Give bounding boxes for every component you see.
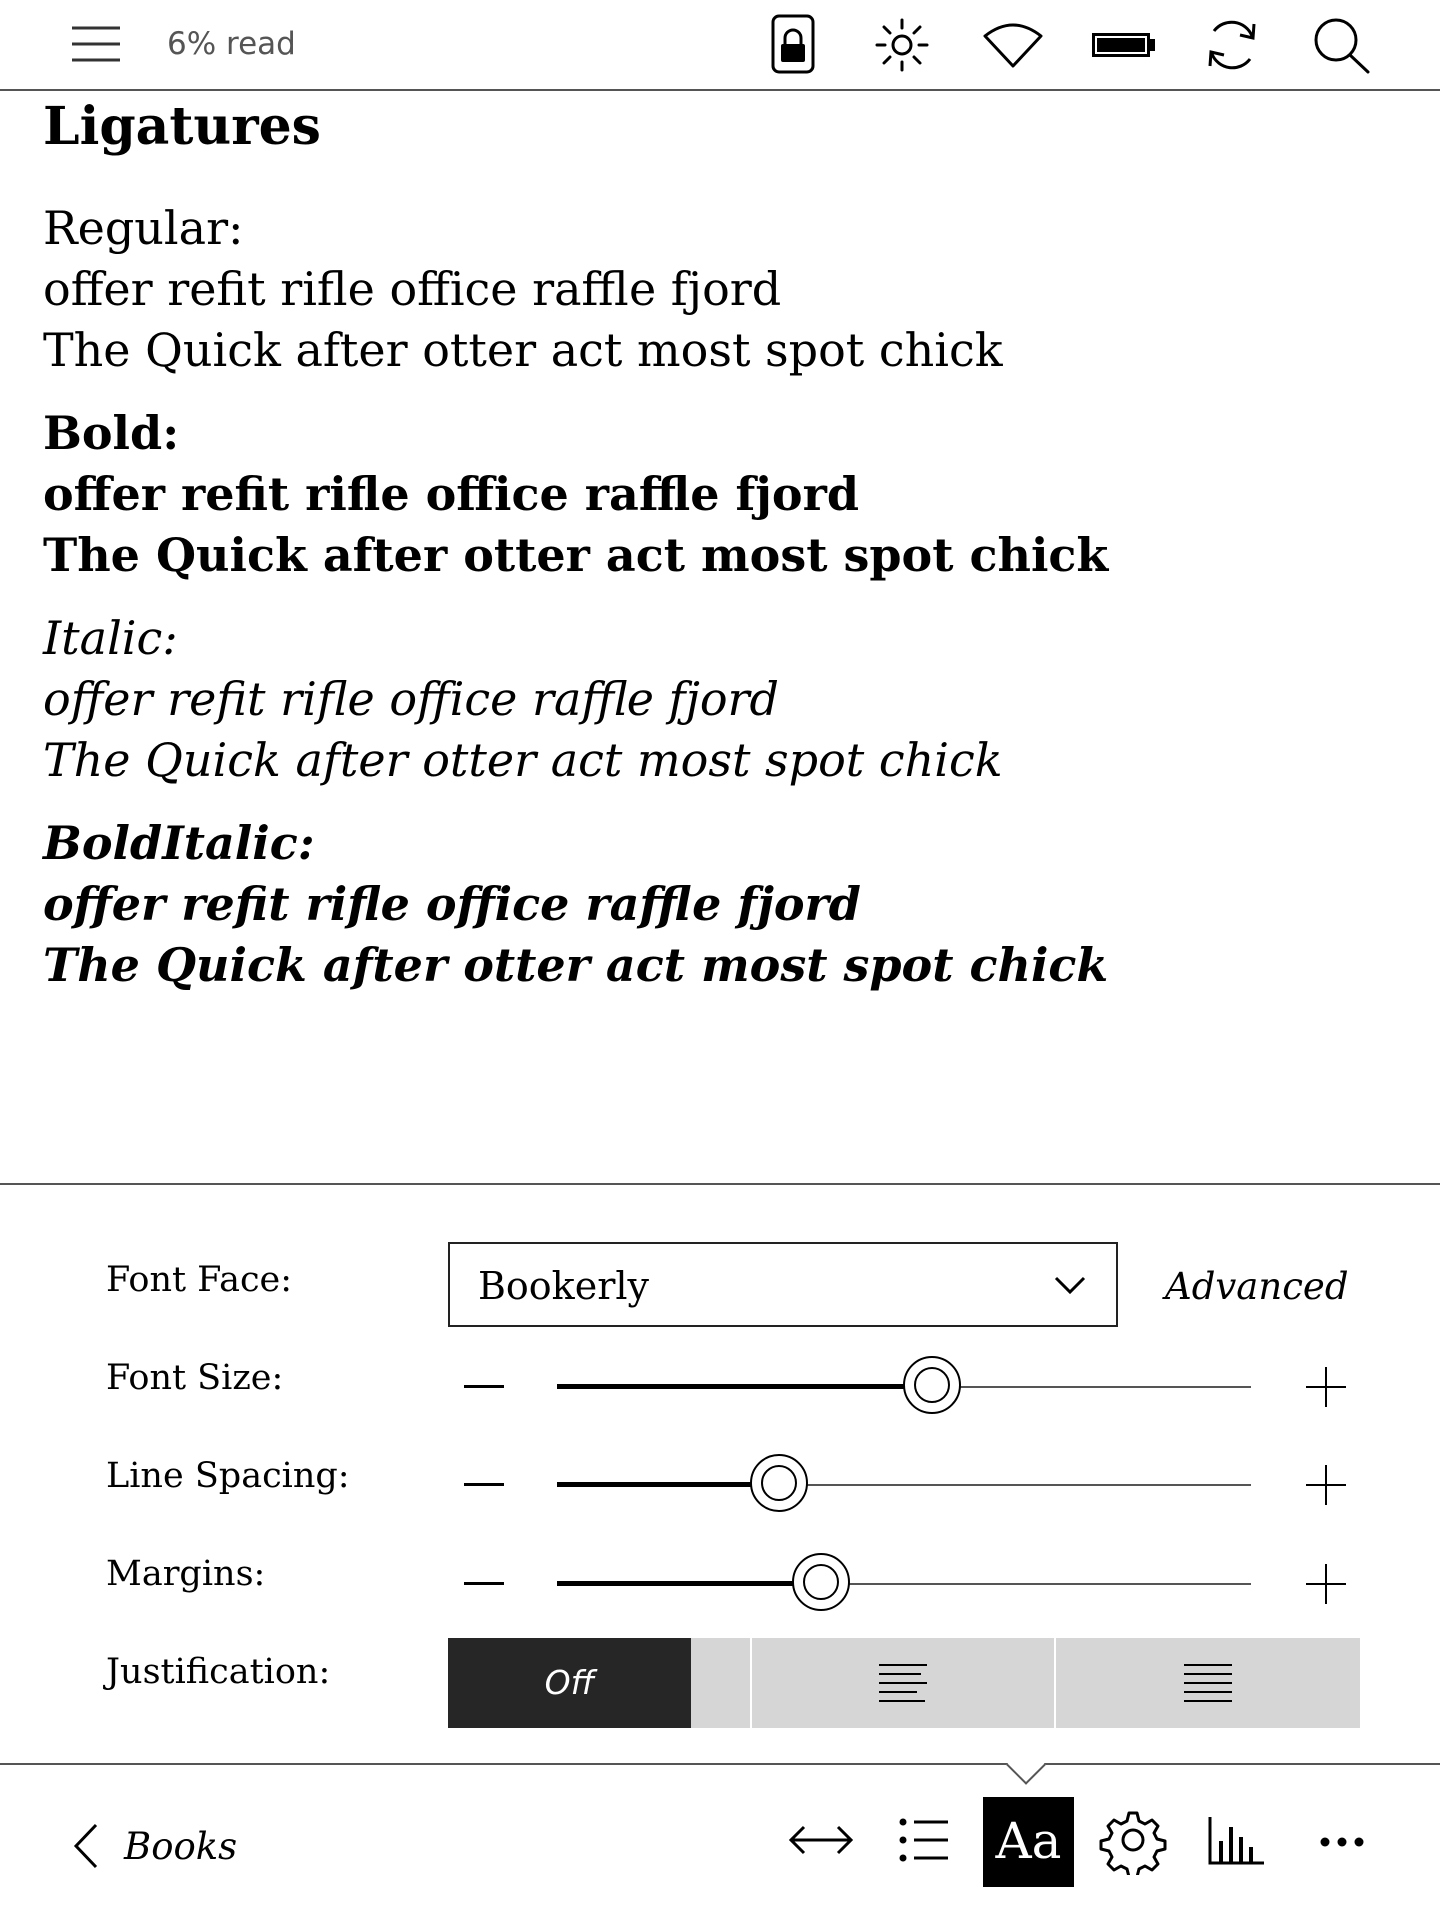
align-left-icon [877, 1661, 929, 1705]
battery-icon [1088, 14, 1158, 76]
table-of-contents-icon[interactable] [890, 1805, 960, 1875]
font-size-slider[interactable] [557, 1386, 1251, 1388]
justification-segmented-control [448, 1638, 1360, 1728]
back-label: Books [124, 1825, 238, 1868]
statistics-icon[interactable] [1202, 1805, 1272, 1875]
justification-left-button[interactable] [752, 1638, 1054, 1728]
margins-decrease-button[interactable] [464, 1582, 504, 1585]
font-settings-button[interactable]: Aa [983, 1797, 1074, 1887]
line-spacing-decrease-button[interactable] [464, 1483, 504, 1486]
sync-icon[interactable] [1200, 14, 1264, 76]
sample-label: BoldItalic: [43, 816, 315, 870]
read-progress: 6% read [167, 26, 296, 62]
sample-regular [43, 198, 1403, 381]
justification-label: Justification: [106, 1652, 331, 1692]
sample-line: The Quick after otter act most spot chick [43, 323, 1003, 377]
font-size-increase-button[interactable] [1306, 1367, 1346, 1407]
advanced-link[interactable]: Advanced [1165, 1265, 1349, 1308]
more-icon[interactable] [1306, 1805, 1376, 1875]
font-size-decrease-button[interactable] [464, 1385, 504, 1388]
slider-fill [557, 1482, 779, 1487]
sample-line: The Quick after otter act most spot chick [43, 733, 1003, 787]
sample-label: Italic: [43, 611, 178, 665]
sample-label: Bold: [43, 406, 180, 460]
sample-bolditalic [43, 813, 1403, 996]
align-justify-icon [1182, 1661, 1234, 1705]
bottom-toolbar [0, 1763, 1440, 1922]
menu-icon[interactable] [70, 24, 124, 66]
sample-line: The Quick after otter act most spot chick [43, 938, 1109, 992]
font-size-label: Font Size: [106, 1358, 284, 1398]
slider-thumb[interactable] [792, 1553, 850, 1611]
slider-thumb[interactable] [750, 1454, 808, 1512]
search-icon[interactable] [1310, 14, 1374, 76]
sample-line: offer refit rifle office raffle fjord [43, 877, 861, 931]
slider-fill [557, 1384, 932, 1389]
line-spacing-label: Line Spacing: [106, 1456, 350, 1496]
gear-icon[interactable] [1098, 1805, 1168, 1875]
fit-width-icon[interactable] [786, 1805, 856, 1875]
margins-slider[interactable] [557, 1583, 1251, 1585]
slider-fill [557, 1581, 821, 1586]
sample-line: The Quick after otter act most spot chick [43, 528, 1109, 582]
wifi-icon[interactable] [981, 14, 1045, 76]
lock-icon[interactable] [761, 14, 825, 76]
font-face-dropdown[interactable] [448, 1242, 1118, 1327]
chapter-title: Ligatures [43, 96, 321, 157]
sample-line: offer refit rifle office raffle fjord [43, 467, 860, 521]
justification-full-button[interactable] [1056, 1638, 1360, 1728]
margins-increase-button[interactable] [1306, 1564, 1346, 1604]
chevron-left-icon [72, 1823, 102, 1869]
slider-thumb[interactable] [903, 1356, 961, 1414]
font-face-label: Font Face: [106, 1260, 293, 1300]
sample-italic [43, 608, 1403, 791]
sample-label: Regular: [43, 201, 244, 255]
sample-bold [43, 403, 1403, 586]
brightness-icon[interactable] [870, 14, 934, 76]
line-spacing-slider[interactable] [557, 1484, 1251, 1486]
justification-off-button[interactable]: Off [448, 1638, 691, 1728]
font-face-value: Bookerly [478, 1264, 649, 1308]
book-content[interactable] [43, 92, 1403, 1018]
sample-line: offer refit rifle office raffle fjord [43, 672, 779, 726]
sample-line: offer refit rifle office raffle fjord [43, 262, 782, 316]
margins-label: Margins: [106, 1554, 266, 1594]
line-spacing-increase-button[interactable] [1306, 1465, 1346, 1505]
display-settings-panel [0, 1183, 1440, 1766]
chevron-down-icon [1052, 1270, 1088, 1300]
status-bar [0, 0, 1440, 91]
